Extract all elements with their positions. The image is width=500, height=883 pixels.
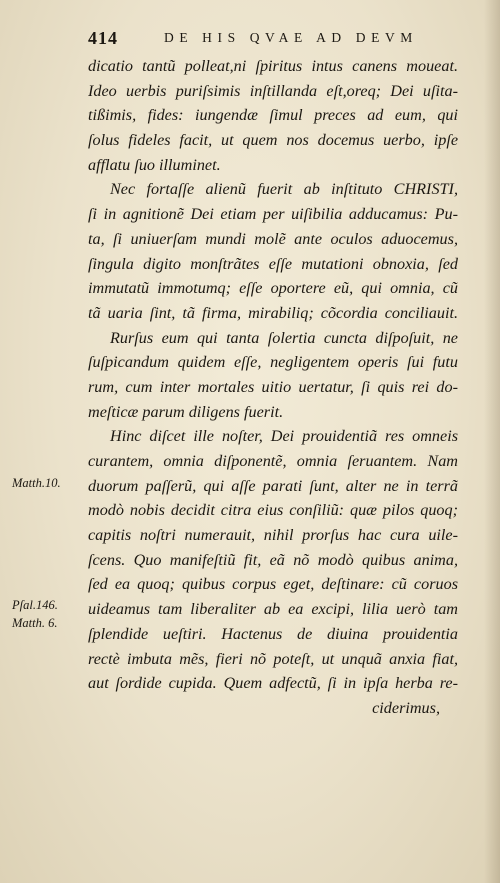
text-line: modò nobis decidit citra eius conſiliũ: quæ pilos quoq; [88,501,458,520]
text-line: ſcens. Quo manifeſtiũ fit, eã nõ modò quibus anima, [88,550,458,569]
text-line: rum, cum inter mortales uitio uertatur, ſi quis rei do- [88,377,458,396]
text-line: Nec fortaſſe alienũ fuerit ab inſtituto CHRISTI, [110,180,458,199]
page-edge-shadow [484,0,500,883]
text-line: tã uaria ſint, tã firma, mirabiliq; cõcordia conciliauit. [88,303,458,322]
text-line: ſolus fideles facit, ut quem nos docemus uerbo, ipſe [88,131,458,150]
text-line: Rurſus eum qui tanta ſolertia cuncta diſpoſuit, ne [110,328,458,347]
margin-note: Matth. 6. [12,616,58,630]
page-number: 414 [88,28,118,48]
text-line: tißimis, fides: iungendæ ſimul preces ad eum, qui [88,106,458,125]
text-line: ſi in agnitionẽ Dei etiam per uiſibilia adducamus: Pu- [88,205,458,224]
text-line: ſingula digito monſtrãtes eſſe mutationi obnoxia, ſed [88,254,458,273]
text-line: Ideo uerbis puriſsimis inſtillanda eſt,oreq; Dei uſita- [88,81,458,100]
text-line: meſticæ parum diligens fuerit. [88,402,284,421]
text-line: ſuſpicandum quidem eſſe, negligentem operis ſui futu [88,353,458,372]
text-line: immutatũ immotumq; eſſe oportere eũ, qui omnia, cũ [88,279,458,298]
catchword-line: ciderimus, [372,698,440,717]
text-line: duorum paſſerũ, qui aſſe parati ſunt, alter ne in terrã [88,476,458,495]
text-line: ta, ſi uniuerſam mundi molẽ ante oculos aduocemus, [88,229,458,248]
text-line: ſplendide ueſtiri. Hactenus de diuina prouidentia [88,624,458,643]
margin-note: Matth.10. [12,476,61,490]
page-header [88,28,428,50]
text-line: ſed ea quoq; quibus corpus eget, deſtinare: cũ coruos [88,575,458,594]
margin-note: Pſal.146. [12,598,58,612]
text-line: uideamus tam liberaliter ab ea excipi, lilia uerò tam [88,600,458,619]
text-line: afflatu ſuo illuminet. [88,155,221,174]
text-line: curantem, omnia diſponentẽ, omnia ſeruantem. Nam [88,452,458,470]
text-line: dicatio tantũ polleat,ni ſpiritus intus canens moueat. [88,57,458,75]
text-line: capitis noſtri numerauit, nihil prorſus hac cura uile- [88,526,458,545]
text-line: aut ſordide cupida. Quem adfectũ, ſi in ipſa herba re- [88,674,458,693]
text-line: Hinc diſcet ille noſter, Dei prouidentiã res omneis [110,427,458,446]
body-text [88,54,458,721]
running-head: DE HIS QVAE AD DEVM [164,30,418,45]
text-line: rectè imbuta mẽs, fieri nõ poteſt, ut unquã anxia fiat, [88,649,458,668]
